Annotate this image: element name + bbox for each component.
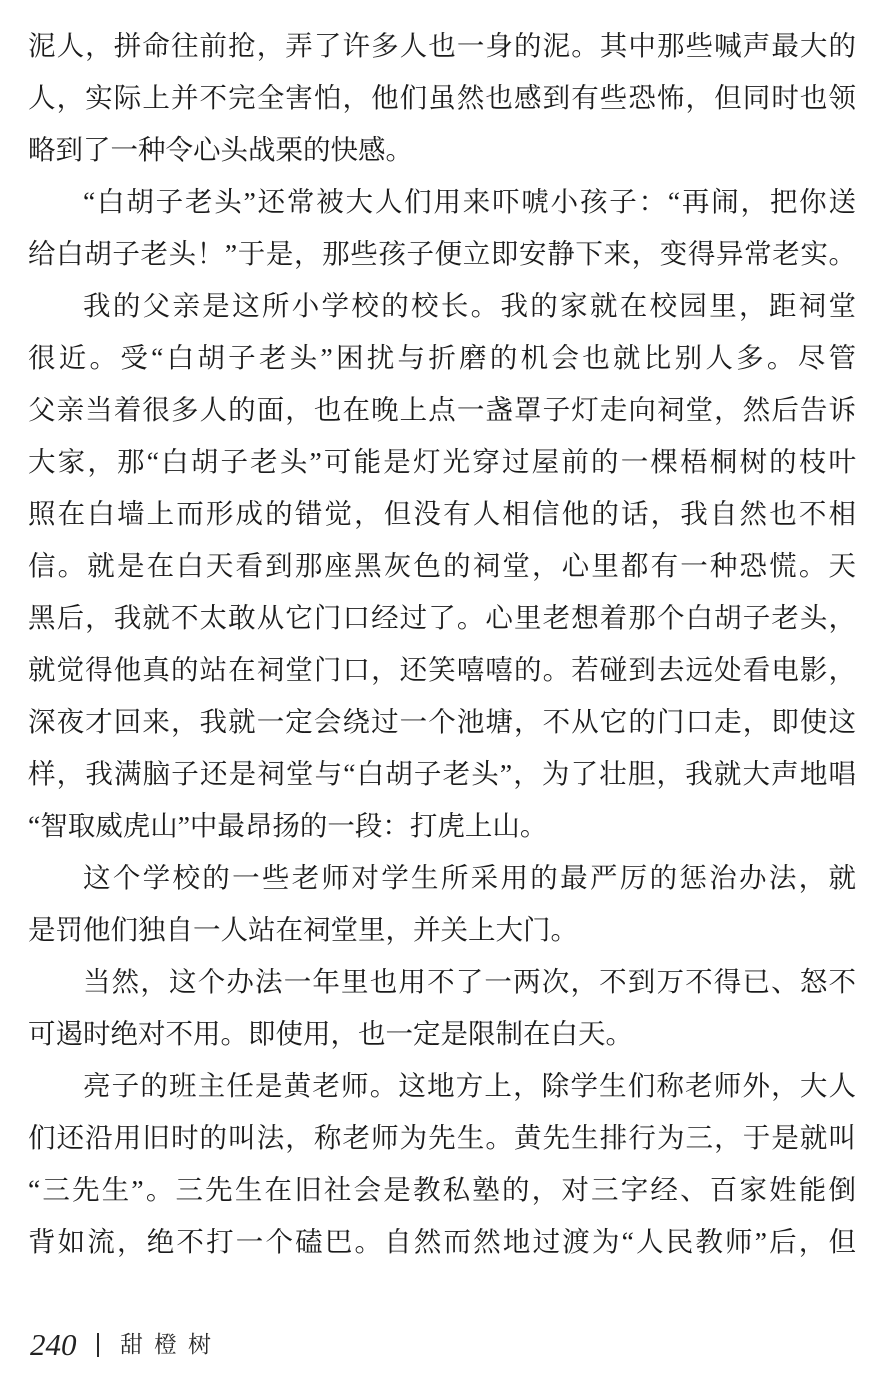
paragraph-4 bbox=[28, 852, 856, 956]
text-line: 黑后，我就不太敢从它门口经过了。心里老想着那个白胡子老头， bbox=[28, 602, 856, 633]
text-line: 背如流，绝不打一个磕巴。自然而然地过渡为“人民教师”后，但 bbox=[28, 1226, 856, 1257]
text-line: 很近。受“白胡子老头”困扰与折磨的机会也就比别人多。尽管 bbox=[28, 342, 856, 373]
text-line: 亮子的班主任是黄老师。这地方上，除学生们称老师外，大人 bbox=[83, 1070, 856, 1101]
text-line: “白胡子老头”还常被大人们用来吓唬小孩子：“再闹，把你送 bbox=[83, 186, 856, 217]
text-line: 这个学校的一些老师对学生所采用的最严厉的惩治办法，就 bbox=[83, 862, 856, 893]
text-line: 照在白墙上而形成的错觉，但没有人相信他的话，我自然也不相 bbox=[28, 498, 856, 529]
text-line: 就觉得他真的站在祠堂门口，还笑嘻嘻的。若碰到去远处看电影， bbox=[28, 654, 856, 685]
text-line: 略到了一种令心头战栗的快感。 bbox=[28, 134, 413, 165]
text-block bbox=[28, 20, 856, 1268]
text-line: 给白胡子老头！”于是，那些孩子便立即安静下来，变得异常老实。 bbox=[28, 238, 856, 269]
paragraph-1 bbox=[28, 20, 856, 176]
paragraph-5 bbox=[28, 956, 856, 1060]
text-line: “三先生”。三先生在旧社会是教私塾的，对三字经、百家姓能倒 bbox=[28, 1174, 856, 1205]
page-footer bbox=[30, 1328, 222, 1362]
text-line: 样，我满脑子还是祠堂与“白胡子老头”，为了壮胆，我就大声地唱 bbox=[28, 758, 856, 789]
text-line: 是罚他们独自一人站在祠堂里，并关上大门。 bbox=[28, 914, 578, 945]
text-line: 大家，那“白胡子老头”可能是灯光穿过屋前的一棵梧桐树的枝叶 bbox=[28, 446, 856, 477]
text-line: 父亲当着很多人的面，也在晚上点一盏罩子灯走向祠堂，然后告诉 bbox=[28, 394, 856, 425]
text-line: 信。就是在白天看到那座黑灰色的祠堂，心里都有一种恐慌。天 bbox=[28, 550, 856, 581]
text-line: “智取威虎山”中最昂扬的一段：打虎上山。 bbox=[28, 810, 548, 841]
paragraph-6 bbox=[28, 1060, 856, 1268]
text-line: 当然，这个办法一年里也用不了一两次，不到万不得已、怒不 bbox=[83, 966, 856, 997]
footer-separator-bar bbox=[97, 1333, 100, 1357]
text-line: 我的父亲是这所小学校的校长。我的家就在校园里，距祠堂 bbox=[83, 290, 856, 321]
text-line: 深夜才回来，我就一定会绕过一个池塘，不从它的门口走，即使这 bbox=[28, 706, 856, 737]
page-number: 240 bbox=[30, 1327, 77, 1362]
paragraph-3 bbox=[28, 280, 856, 852]
paragraph-2 bbox=[28, 176, 856, 280]
book-title: 甜橙树 bbox=[120, 1332, 222, 1357]
text-line: 泥人，拼命往前抢，弄了许多人也一身的泥。其中那些喊声最大的 bbox=[28, 30, 856, 61]
text-line: 人，实际上并不完全害怕，他们虽然也感到有些恐怖，但同时也领 bbox=[28, 82, 856, 113]
text-line: 可遏时绝对不用。即使用，也一定是限制在白天。 bbox=[28, 1018, 633, 1049]
text-line: 们还沿用旧时的叫法，称老师为先生。黄先生排行为三，于是就叫 bbox=[28, 1122, 856, 1153]
